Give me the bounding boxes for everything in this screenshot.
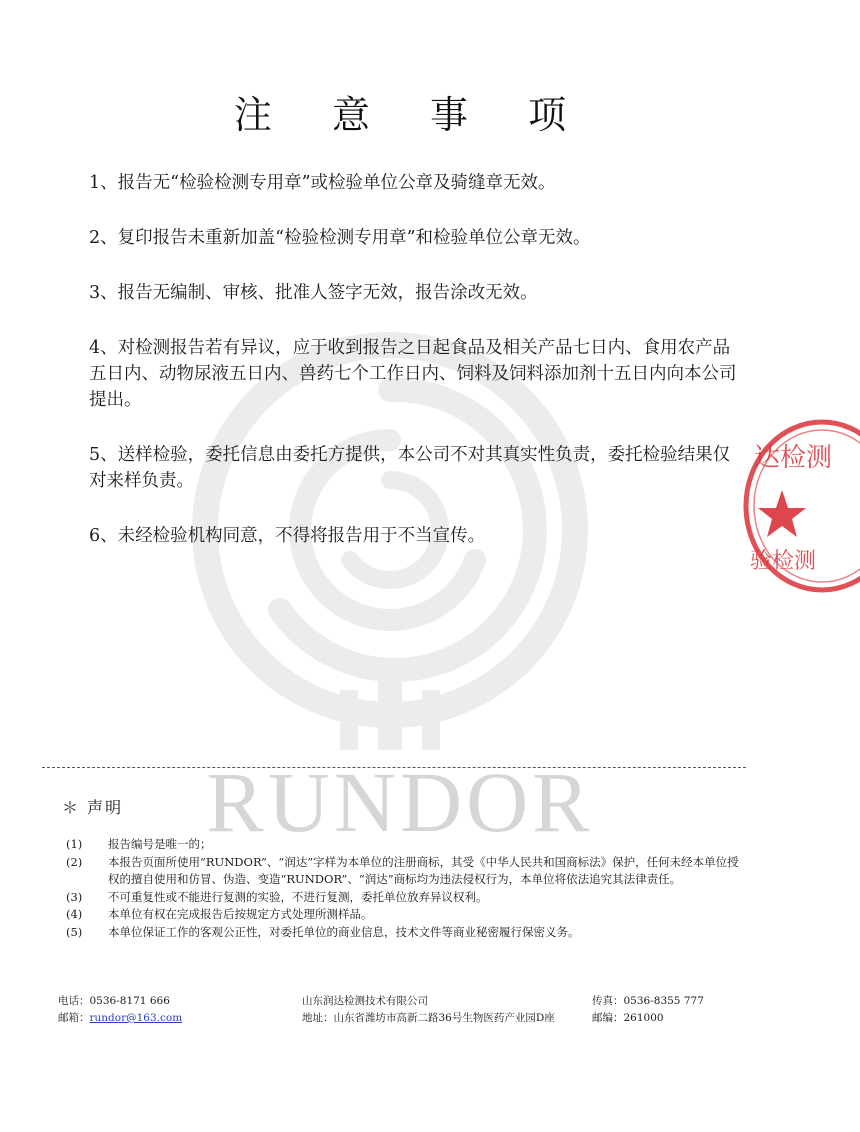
footer-phone: 电话：0536-8171 666 [58, 995, 170, 1007]
footer-email-label: 邮箱： [58, 1012, 90, 1024]
declaration-item-number: (2) [66, 854, 83, 869]
footer-postcode: 邮编：261000 [592, 1012, 664, 1024]
declaration-item-number: (4) [66, 907, 83, 921]
declaration-item-text: 本单位有权在完成报告后按规定方式处理所测样品。 [108, 907, 373, 921]
declaration-item-text: 本报告页面所使用“RUNDOR”、“润达”字样为本单位的注册商标，其受《中华人民共和国商标法》保护，任何未经本单位授权的擅自使用和仿冒、伪造、变造“RUNDOR”、“润达”商标均为违法侵权行为，本单位将依法追究其法律责任。 [108, 854, 739, 886]
footer-company-name: 山东润达检测技术有限公司 [302, 995, 428, 1007]
declaration-item [66, 906, 746, 924]
declaration-item-text: 本单位保证工作的客观公正性，对委托单位的商业信息，技术文件等商业秘密履行保密义务。 [108, 924, 580, 939]
company-seal-stamp [740, 418, 860, 598]
email-link[interactable]: rundor@163.com [89, 1012, 183, 1024]
declaration-item [66, 836, 746, 854]
notice-item: 3、报告无编制、审核、批准人签字无效，报告涂改无效。 [89, 283, 538, 303]
notice-item: 6、未经检验机构同意，不得将报告用于不当宣传。 [89, 526, 486, 546]
footer-email [58, 1010, 302, 1027]
section-divider [42, 767, 746, 768]
seal-text-top: 达检测 [754, 443, 833, 473]
declaration-item-number: (1) [66, 837, 83, 851]
footer-fax: 传真：0536-8355 777 [592, 995, 704, 1007]
notice-list [89, 170, 739, 578]
watermark-text: RUNDOR [206, 754, 594, 850]
page-title: 注 意 事 项 [233, 93, 591, 137]
notice-item: 4、对检测报告若有异议，应于收到报告之日起食品及相关产品七日内、食用农产品五日内、动物尿液五日内、兽药七个工作日内、饲料及饲料添加剂十五日内向本公司提出。 [89, 338, 737, 410]
declaration-item [66, 924, 746, 942]
declaration-item-text: 报告编号是唯一的； [108, 837, 212, 851]
seal-text-bottom: 验检测 [750, 549, 817, 574]
declaration-item-number: (5) [66, 924, 83, 939]
declaration-title: ＊ 声明 [62, 798, 124, 817]
footer-contact-info [58, 993, 758, 1027]
declaration-item [66, 854, 746, 889]
notice-item: 1、报告无“检验检测专用章”或检验单位公章及骑缝章无效。 [89, 173, 556, 193]
footer-address: 地址：山东省潍坊市高新二路36号生物医药产业园D座 [302, 1012, 555, 1024]
declaration-item-number: (3) [66, 889, 83, 904]
declaration-item-text: 不可重复性或不能进行复测的实验，不进行复测，委托单位放弃异议权利。 [108, 889, 488, 904]
notice-item: 2、复印报告未重新加盖“检验检测专用章”和检验单位公章无效。 [89, 228, 591, 248]
notice-item: 5、送样检验，委托信息由委托方提供，本公司不对其真实性负责，委托检验结果仅对来样负责。 [89, 445, 731, 491]
declaration-list [66, 836, 746, 941]
declaration-item [66, 889, 746, 907]
